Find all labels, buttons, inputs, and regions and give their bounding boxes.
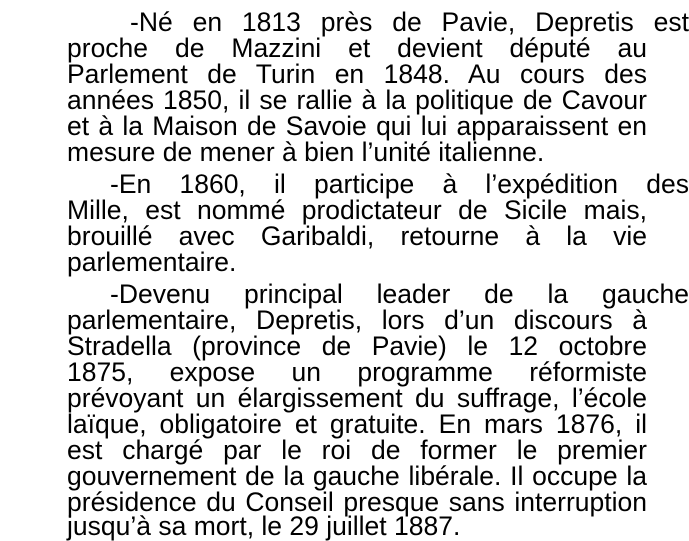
text-line: parlementaire. [67,247,237,277]
text-line: Stradella (province de Pavie) le 12 octobre [67,331,647,361]
text-line: -Devenu principal leader de la gauche [110,279,689,309]
text-line: est chargé par le roi de former le premier [67,435,647,465]
text-line: Parlement de Turin en 1848. Au cours des [67,59,647,89]
text-line: et à la Maison de Savoie qui lui apparaissent en [67,111,647,141]
text-line: proche de Mazzini et devient député au [67,33,647,63]
text-line: années 1850, il se rallie à la politique de Cavour [67,85,647,115]
text-line: mesure de mener à bien l’unité italienne. [67,137,545,167]
text-line: présidence du Conseil presque sans interruption [67,487,647,517]
text-line: -Né en 1813 près de Pavie, Depretis est [130,7,689,37]
text-line: Mille, est nommé prodictateur de Sicile mais, [67,195,647,225]
text-line: parlementaire, Depretis, lors d’un discours à [67,305,647,335]
text-line: prévoyant un élargissement du suffrage, l’école [67,383,647,413]
text-line: 1875, expose un programme réformiste [67,357,647,387]
text-line: laïque, obligatoire et gratuite. En mars 1876, il [67,409,647,439]
text-line: brouillé avec Garibaldi, retourne à la vie [67,221,647,251]
text-line: -En 1860, il participe à l’expédition des [110,169,689,199]
text-line: gouvernement de la gauche libérale. Il occupe la [67,461,647,491]
text-line: jusqu’à sa mort, le 29 juillet 1887. [67,511,461,541]
